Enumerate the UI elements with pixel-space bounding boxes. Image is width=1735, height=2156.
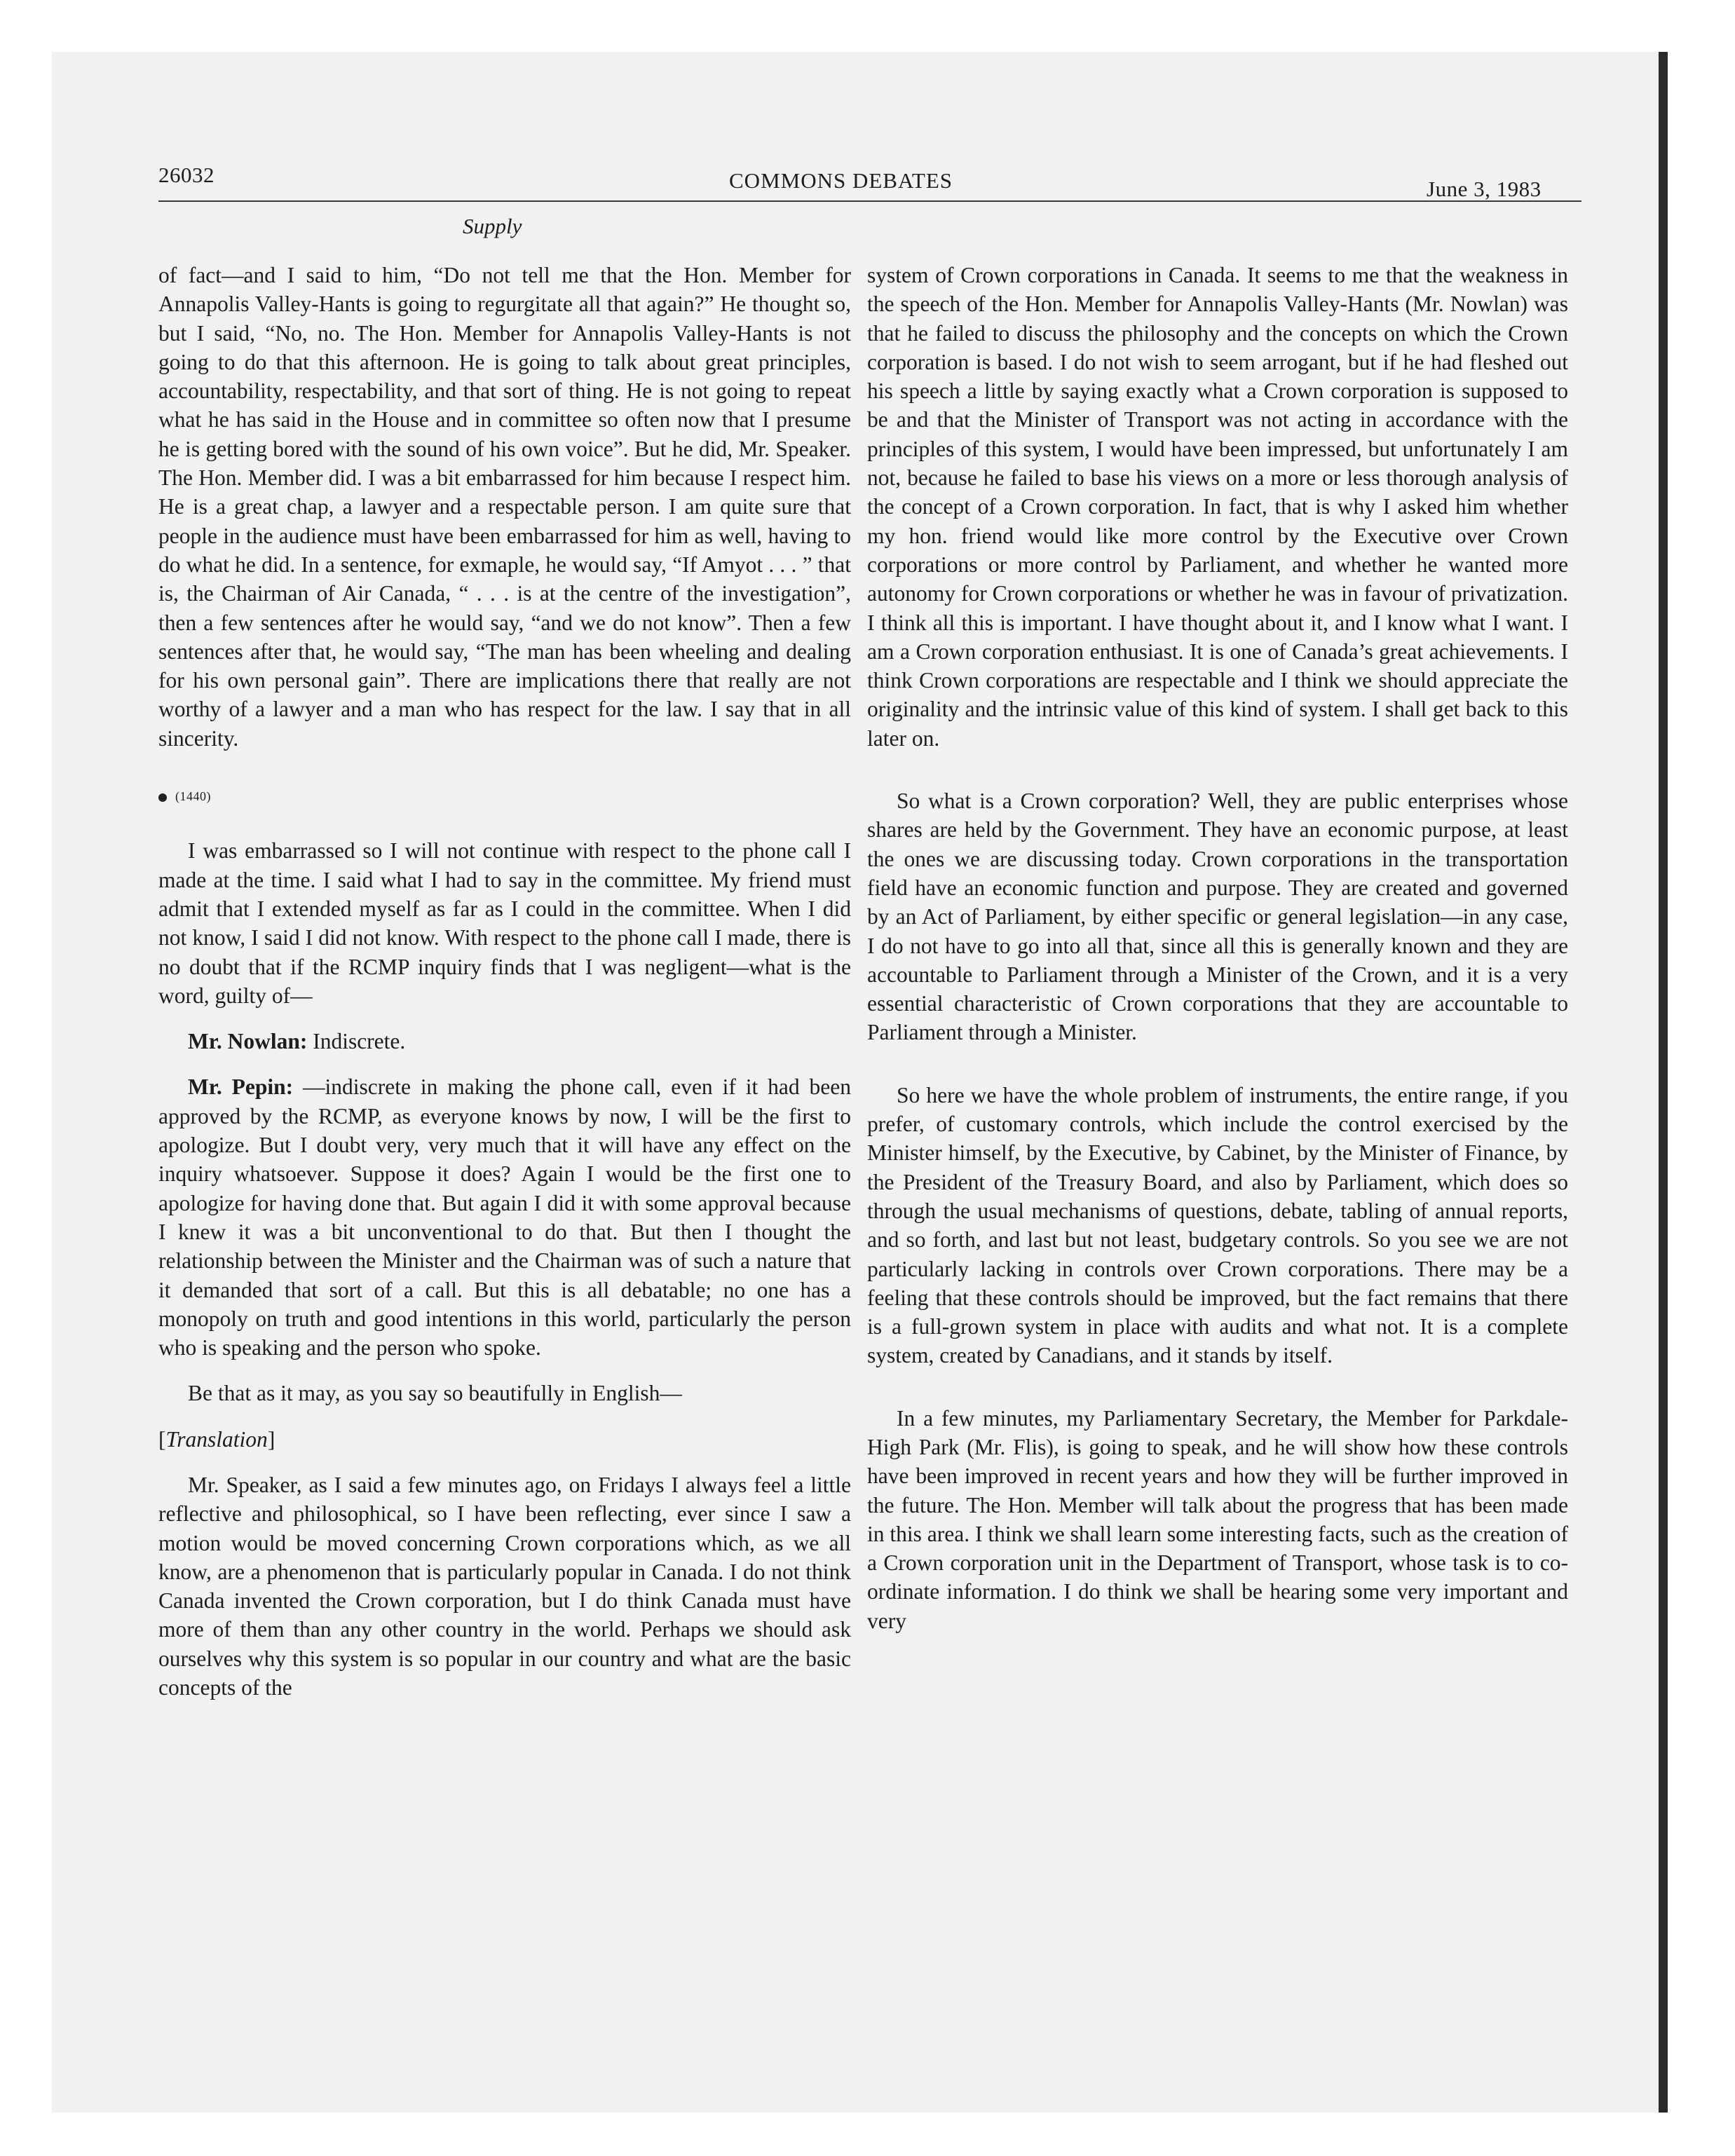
journal-title: COMMONS DEBATES [729, 168, 953, 193]
section-label: Supply [463, 214, 522, 238]
speech-text: —indiscrete in making the phone call, even if it had been approved by the RCMP, as everyone knows by now, I will be the first to apologize. But I doubt very, very much that it will have any effect on the inquiry whatsoever. Suppose it does? Again I would be the first one to apologize for having done that. But again I did it with some approval because I knew it was a bit unconventional to do that. But then I thought the relationship between the Minister and the Chairman was of such a nature that it demanded that sort of a call. But this is all debatable; no one has a monopoly on truth and good intentions in this world, particularly the person who is speaking and the person who spoke. [158, 1074, 851, 1360]
page-edge-shadow [1659, 52, 1668, 2113]
paragraph: I was embarrassed so I will not continue with respect to the phone call I made at the time. I said what I had to say in the committee. My friend must admit that I extended myself as far as I could in the committee. When I did not know, I said I did not know. With respect to the phone call I made, there is no doubt that if the RCMP inquiry finds that I was negligent—what is the word, guilty of— [158, 838, 851, 1008]
speech-text: Indiscrete. [307, 1029, 406, 1054]
paragraph: Be that as it may, as you say so beautifully in English— [188, 1381, 682, 1406]
translation-marker: [Translation] [158, 1426, 275, 1452]
paragraph: system of Crown corporations in Canada. It seems to me that the weakness in the speech of the Hon. Member for Annapolis Valley-Hants (Mr. Nowlan) was that he failed to discuss the philosophy and the concepts on which the Crown corporation is based. I do not wish to seem arrogant, but if he had fleshed out his speech a little by saying exactly what a Crown corporation is supposed to be and that the Minister of Transport was not acting in accordance with the principles of this system, I would have been impressed, but unfortunately I am not, because he failed to base his views on a more or less thorough analysis of the concept of a Crown corporation. In fact, that is why I asked him whether my hon. friend would like more control by the Executive over Crown corporations or more control by Parliament, and whether he wanted more autonomy for Crown corporations or whether he was in favour of privatization. I think all this is important. I have thought about it, and I know what I want. I am a Crown corporation enthusiast. It is one of Canada’s great achievements. I think Crown corporations are respectable and I think we should appreciate the originality and the intrinsic value of this kind of system. I shall get back to this later on. [867, 263, 1568, 751]
paragraph: In a few minutes, my Parliamentary Secretary, the Member for Parkdale-High Park (Mr. Flis), is going to speak, and he will show how these controls have been improved in recent years and how they will be further improved in the future. The Hon. Member will talk about the progress that has been made in this area. I think we shall learn some interesting facts, such as the creation of a Crown corporation unit in the Department of Transport, whose task is to co-ordinate information. I do think we shall be hearing some very important and very [867, 1405, 1568, 1633]
right-column [867, 261, 1568, 1635]
left-column [158, 261, 851, 1702]
page-date: June 3, 1983 [1427, 177, 1542, 201]
time-marker-label: (1440) [175, 789, 211, 804]
page-number: 26032 [158, 163, 215, 187]
paragraph: Mr. Speaker, as I said a few minutes ago, on Fridays I always feel a little reflective and philosophical, so I have been reflecting, ever since I saw a motion would be moved concerning Crown corporations which, as we all know, are a phenomenon that is particularly popular in Canada. I do not think Canada invented the Crown corporation, but I do think Canada must have more of them than any other country in the world. Perhaps we should ask ourselves why this system is so popular in our country and what are the basic concepts of the [158, 1472, 851, 1700]
bullet-icon [158, 793, 167, 802]
speech-paragraph [158, 1027, 851, 1056]
paragraph: So what is a Crown corporation? Well, they are public enterprises whose shares are held by the Government. They have an economic purpose, at least the ones we are discussing today. Crown corporations in the transportation field have an economic function and purpose. They are created and governed by an Act of Parliament, by either specific or general legislation—in any case, I do not have to go into all that, since all this is generally known and they are accountable to Parliament through a Minister of the Crown, and it is a very essential characteristic of Crown corporations that they are accountable to Parliament through a Minister. [867, 789, 1568, 1045]
paragraph: of fact—and I said to him, “Do not tell me that the Hon. Member for Annapolis Valley-Hants is going to regurgitate all that again?” He thought so, but I said, “No, no. The Hon. Member for Annapolis Valley-Hants is not going to do that this afternoon. He is going to talk about great principles, accountability, respectability, and that sort of thing. He is not going to repeat what he has said in the House and in committee so often now that I presume he is getting bored with the sound of his own voice”. But he did, Mr. Speaker. The Hon. Member did. I was a bit embarrassed for him because I respect him. He is a great chap, a lawyer and a respectable person. I am quite sure that people in the audience must have been embarrassed for him as well, having to do what he did. In a sentence, for exmaple, he would say, “If Amyot . . . ” that is, the Chairman of Air Canada, “ . . . is at the centre of the investigation”, then a few sentences after he would say, “and we do not know”. Then a few sentences after that, he would say, “The man has been wheeling and dealing for his own personal gain”. There are implications there that really are not worthy of a lawyer and a man who has respect for the law. I say that in all sincerity. [158, 263, 851, 751]
speech-paragraph [158, 1072, 851, 1362]
paragraph: So here we have the whole problem of instruments, the entire range, if you prefer, of customary controls, which include the control exercised by the Minister himself, by the Executive, by Cabinet, by the Minister of Finance, by the President of the Treasury Board, and also by Parliament, which does so through the usual mechanisms of questions, debate, tabling of annual reports, and so forth, and last but not least, budgetary controls. So you see we are not particularly lacking in controls over Crown corporations. There may be a feeling that these controls should be improved, but the fact remains that there is a full-grown system in place with audits and what not. It is a complete system, created by Canadians, and it stands by itself. [867, 1082, 1568, 1368]
header-rule [158, 200, 1581, 202]
time-marker [158, 782, 851, 811]
speaker-name: Mr. Nowlan: [188, 1029, 308, 1054]
speaker-name: Mr. Pepin: [188, 1074, 294, 1100]
translation-label: Translation [165, 1426, 268, 1452]
